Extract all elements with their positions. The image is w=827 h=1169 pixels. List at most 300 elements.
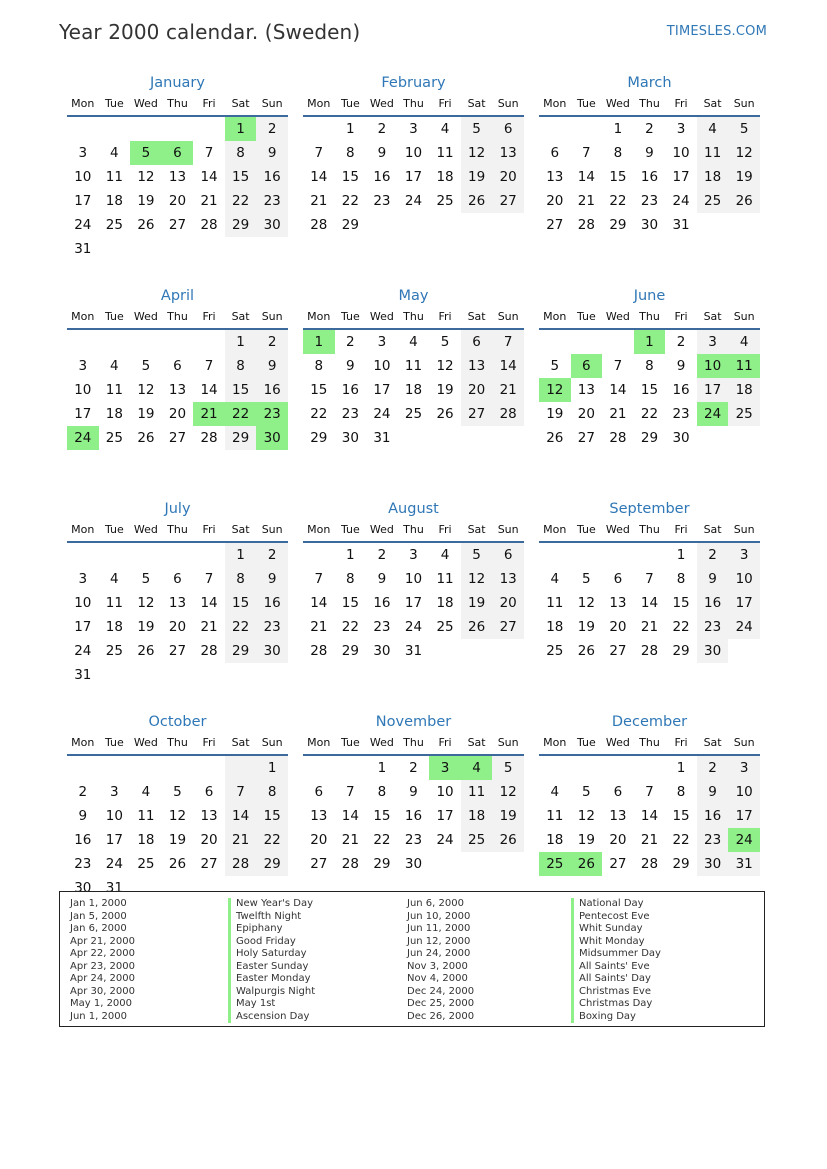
day-cell: 17 (404, 595, 423, 611)
week-row (67, 804, 288, 828)
day-cell: 27 (200, 856, 218, 872)
day-cell: 5 (728, 117, 760, 141)
empty-day-cell (99, 756, 131, 780)
holiday-name: New Year's Day (228, 898, 315, 911)
day-cell: 11 (105, 169, 123, 185)
day-cell: 24 (404, 193, 423, 209)
day-cell: 14 (200, 382, 218, 398)
day-cell: 3 (728, 756, 760, 780)
day-cell: 27 (461, 402, 493, 426)
day-cell: 11 (697, 141, 729, 165)
day-cell: 8 (256, 780, 288, 804)
weekday-label: Wed (369, 523, 394, 536)
day-cell: 7 (645, 784, 654, 800)
day-cell: 26 (492, 828, 524, 852)
day-cell: 23 (404, 832, 423, 848)
empty-day-cell (99, 330, 131, 354)
empty-day-cell (303, 543, 335, 567)
week-row (303, 852, 524, 876)
empty-day-cell (162, 663, 194, 687)
empty-day-cell (728, 213, 760, 237)
day-cell: 1 (676, 547, 686, 563)
month-february (303, 73, 524, 286)
day-cell: 31 (672, 217, 690, 233)
day-cell: 21 (200, 193, 218, 209)
weekday-label: Mon (307, 523, 331, 536)
day-cell: 3 (377, 334, 387, 350)
day-cell: 30 (640, 217, 659, 233)
day-cell: 23 (697, 615, 729, 639)
week-row (539, 354, 760, 378)
day-cell: 14 (225, 804, 257, 828)
week-row (539, 804, 760, 828)
day-cell: 14 (310, 169, 328, 185)
holidays-legend (59, 891, 765, 1027)
day-cell: 10 (672, 145, 690, 161)
day-cell: 14 (492, 354, 524, 378)
day-cell: 18 (461, 804, 493, 828)
weekday-label: Sat (703, 97, 722, 110)
month-november (303, 712, 524, 900)
weekday-label: Sat (231, 736, 250, 749)
empty-day-cell (461, 639, 493, 663)
holiday-name: National Day (571, 898, 661, 911)
day-cell: 29 (341, 217, 359, 233)
day-cell: 2 (377, 547, 387, 563)
empty-day-cell (225, 663, 257, 687)
day-cell: 16 (256, 591, 288, 615)
day-cell: 27 (492, 615, 524, 639)
day-cell: 28 (200, 643, 218, 659)
weekday-header (303, 519, 524, 543)
day-cell: 22 (672, 832, 690, 848)
day-cell: 17 (436, 808, 454, 824)
day-cell: 5 (461, 117, 493, 141)
week-row (67, 165, 288, 189)
day-cell: 31 (74, 667, 92, 683)
day-cell: 23 (256, 189, 288, 213)
day-cell: 23 (256, 615, 288, 639)
day-cell: 7 (204, 571, 214, 587)
weekday-header (539, 306, 760, 330)
day-cell: 20 (609, 619, 627, 635)
months-grid (67, 73, 760, 900)
day-cell: 19 (168, 832, 187, 848)
day-cell: 3 (78, 145, 88, 161)
week-row (539, 330, 760, 354)
holiday-name: Christmas Eve (571, 986, 661, 999)
day-cell: 3 (728, 543, 760, 567)
week-row (539, 828, 760, 852)
day-cell: 18 (105, 193, 123, 209)
day-cell: 30 (373, 643, 391, 659)
day-cell: 19 (577, 619, 595, 635)
empty-day-cell (130, 543, 162, 567)
day-cell: 4 (461, 756, 493, 780)
day-cell: 6 (571, 354, 603, 378)
day-cell: 9 (377, 571, 387, 587)
weekday-label: Wed (369, 310, 394, 323)
day-cell: 28 (225, 852, 257, 876)
day-cell: 6 (550, 145, 560, 161)
day-cell: 5 (141, 358, 151, 374)
empty-day-cell (193, 237, 225, 261)
month-name: February (381, 75, 446, 91)
day-cell: 30 (697, 639, 729, 663)
day-cell: 13 (609, 808, 627, 824)
holiday-date: Jun 1, 2000 (70, 1010, 127, 1022)
weekday-label: Sun (261, 310, 283, 323)
weekday-label: Thu (403, 97, 424, 110)
day-cell: 19 (577, 832, 595, 848)
empty-day-cell (539, 117, 571, 141)
day-cell: 20 (200, 832, 218, 848)
day-cell: 19 (492, 804, 524, 828)
week-row (539, 567, 760, 591)
day-cell: 4 (550, 571, 560, 587)
day-cell: 13 (461, 354, 493, 378)
weekday-label: Sat (467, 523, 486, 536)
day-cell: 25 (436, 619, 454, 635)
week-row (67, 189, 288, 213)
holiday-date: Jun 6, 2000 (407, 898, 464, 909)
day-cell: 13 (168, 382, 187, 398)
week-row (67, 543, 288, 567)
weekday-label: Sat (467, 310, 486, 323)
weekday-label: Tue (576, 736, 596, 749)
day-cell: 9 (78, 808, 88, 824)
holiday-date: Jun 10, 2000 (407, 910, 471, 922)
month-name: June (633, 288, 666, 304)
day-cell: 7 (204, 145, 214, 161)
month-december (539, 712, 760, 900)
day-cell: 12 (137, 169, 155, 185)
weekday-label: Tue (340, 97, 360, 110)
day-cell: 25 (105, 430, 123, 446)
day-cell: 20 (492, 165, 524, 189)
weekday-label: Thu (639, 310, 660, 323)
day-cell: 18 (546, 619, 564, 635)
day-cell: 16 (373, 595, 391, 611)
day-cell: 28 (200, 217, 218, 233)
day-cell: 25 (546, 643, 564, 659)
page-title: Year 2000 calendar. (Sweden) (59, 20, 361, 44)
weekday-label: Wed (605, 97, 630, 110)
month-august (303, 499, 524, 712)
empty-day-cell (429, 852, 461, 876)
holiday-date: Nov 3, 2000 (407, 960, 468, 972)
day-cell: 12 (137, 382, 155, 398)
week-row (67, 780, 288, 804)
holiday-name: Ascension Day (228, 1011, 315, 1024)
week-row (539, 141, 760, 165)
day-cell: 3 (78, 358, 88, 374)
day-cell: 12 (577, 808, 595, 824)
week-row (539, 852, 760, 876)
holiday-date: May 1, 2000 (70, 998, 133, 1009)
week-row (67, 591, 288, 615)
week-row (539, 378, 760, 402)
empty-day-cell (461, 426, 493, 450)
holiday-date: Jun 24, 2000 (407, 948, 471, 959)
month-september (539, 499, 760, 712)
day-cell: 8 (225, 141, 257, 165)
day-cell: 31 (105, 880, 123, 896)
day-cell: 30 (697, 852, 729, 876)
week-row (539, 189, 760, 213)
weekday-label: Sun (497, 310, 519, 323)
week-row (539, 117, 760, 141)
weekday-label: Sun (497, 523, 519, 536)
day-cell: 1 (676, 760, 686, 776)
day-cell: 6 (461, 330, 493, 354)
weekday-label: Sun (733, 97, 755, 110)
weekday-label: Thu (167, 310, 188, 323)
empty-day-cell (99, 663, 131, 687)
day-cell: 17 (728, 804, 760, 828)
day-cell: 27 (577, 430, 595, 446)
day-cell: 16 (341, 382, 359, 398)
day-cell: 22 (341, 193, 359, 209)
holiday-date: Apr 21, 2000 (70, 935, 136, 947)
day-cell: 17 (373, 382, 391, 398)
day-cell: 2 (697, 543, 729, 567)
week-row (67, 615, 288, 639)
holiday-name: Epiphany (228, 923, 315, 936)
day-cell: 16 (697, 804, 729, 828)
day-cell: 23 (640, 193, 659, 209)
day-cell: 29 (373, 856, 391, 872)
holiday-date: Jan 5, 2000 (70, 910, 127, 922)
day-cell: 1 (225, 117, 257, 141)
day-cell: 9 (256, 354, 288, 378)
day-cell: 9 (697, 567, 729, 591)
day-cell: 4 (110, 145, 119, 161)
day-cell: 24 (728, 615, 760, 639)
day-cell: 18 (137, 832, 155, 848)
month-name: April (160, 288, 195, 304)
day-cell: 12 (436, 358, 454, 374)
day-cell: 6 (613, 571, 623, 587)
month-may (303, 286, 524, 499)
day-cell: 27 (310, 856, 328, 872)
day-cell: 14 (310, 595, 328, 611)
day-cell: 29 (672, 856, 690, 872)
day-cell: 26 (728, 189, 760, 213)
day-cell: 31 (373, 430, 391, 446)
day-cell: 14 (640, 595, 659, 611)
empty-day-cell (571, 117, 603, 141)
day-cell: 25 (436, 193, 454, 209)
day-cell: 29 (310, 430, 328, 446)
day-cell: 16 (256, 165, 288, 189)
empty-day-cell (162, 117, 194, 141)
day-cell: 12 (577, 595, 595, 611)
empty-day-cell (492, 639, 524, 663)
empty-day-cell (571, 756, 603, 780)
day-cell: 2 (645, 121, 654, 137)
day-cell: 25 (404, 406, 423, 422)
week-row (303, 756, 524, 780)
day-cell: 2 (78, 784, 88, 800)
day-cell: 27 (168, 643, 187, 659)
weekday-label: Fri (438, 97, 452, 110)
day-cell: 20 (609, 832, 627, 848)
day-cell: 11 (728, 354, 760, 378)
day-cell: 18 (105, 406, 123, 422)
empty-day-cell (429, 213, 461, 237)
week-row (303, 189, 524, 213)
day-cell: 8 (676, 571, 686, 587)
empty-day-cell (99, 117, 131, 141)
day-cell: 26 (168, 856, 187, 872)
week-row (303, 567, 524, 591)
day-cell: 19 (436, 382, 454, 398)
day-cell: 20 (168, 619, 187, 635)
day-cell: 26 (137, 217, 155, 233)
day-cell: 27 (168, 430, 187, 446)
month-name: July (164, 501, 191, 517)
week-row (67, 852, 288, 876)
day-cell: 3 (110, 784, 119, 800)
weekday-label: Thu (639, 97, 660, 110)
holiday-date: Nov 4, 2000 (407, 973, 468, 984)
day-cell: 20 (461, 378, 493, 402)
weekday-label: Sat (231, 310, 250, 323)
holiday-date: Dec 26, 2000 (407, 1010, 475, 1022)
day-cell: 17 (672, 169, 690, 185)
day-cell: 8 (225, 567, 257, 591)
weekday-label: Thu (639, 523, 660, 536)
day-cell: 7 (314, 571, 324, 587)
week-row (539, 426, 760, 450)
day-cell: 28 (341, 856, 359, 872)
day-cell: 5 (550, 358, 560, 374)
day-cell: 25 (728, 402, 760, 426)
day-cell: 26 (571, 852, 603, 876)
day-cell: 23 (373, 193, 391, 209)
holiday-name: Whit Sunday (571, 923, 661, 936)
day-cell: 1 (256, 756, 288, 780)
day-cell: 14 (341, 808, 359, 824)
month-june (539, 286, 760, 499)
empty-day-cell (67, 756, 99, 780)
day-cell: 6 (173, 358, 182, 374)
day-cell: 18 (436, 169, 454, 185)
day-cell: 11 (436, 145, 454, 161)
weekday-label: Sat (467, 736, 486, 749)
day-cell: 22 (225, 189, 257, 213)
weekday-label: Sun (261, 523, 283, 536)
week-row (539, 756, 760, 780)
day-cell: 21 (193, 402, 225, 426)
day-cell: 1 (634, 330, 666, 354)
week-row (303, 426, 524, 450)
day-cell: 10 (373, 358, 391, 374)
day-cell: 4 (440, 121, 450, 137)
day-cell: 26 (546, 430, 564, 446)
brand-link[interactable]: TIMESLES.COM (666, 24, 767, 39)
day-cell: 2 (409, 760, 418, 776)
weekday-label: Wed (133, 310, 158, 323)
weekday-label: Tue (340, 310, 360, 323)
day-cell: 16 (256, 378, 288, 402)
holiday-name: Holy Saturday (228, 948, 315, 961)
day-cell: 6 (613, 784, 623, 800)
holiday-name: Easter Monday (228, 973, 315, 986)
day-cell: 10 (436, 784, 454, 800)
day-cell: 28 (609, 430, 627, 446)
empty-day-cell (256, 663, 288, 687)
week-row (67, 426, 288, 450)
empty-day-cell (697, 426, 729, 450)
day-cell: 22 (256, 828, 288, 852)
weekday-label: Sun (733, 310, 755, 323)
day-cell: 17 (74, 406, 92, 422)
day-cell: 2 (256, 543, 288, 567)
day-cell: 31 (404, 643, 423, 659)
holiday-date: Apr 22, 2000 (70, 948, 136, 959)
day-cell: 15 (341, 169, 359, 185)
day-cell: 27 (609, 856, 627, 872)
day-cell: 21 (310, 193, 328, 209)
day-cell: 17 (105, 832, 123, 848)
month-name: March (627, 75, 672, 91)
weekday-header (539, 519, 760, 543)
day-cell: 22 (310, 406, 328, 422)
day-cell: 14 (200, 595, 218, 611)
holiday-date: Apr 30, 2000 (70, 985, 136, 997)
day-cell: 18 (728, 378, 760, 402)
weekday-label: Fri (438, 523, 452, 536)
empty-day-cell (193, 543, 225, 567)
weekday-label: Mon (71, 523, 95, 536)
empty-day-cell (99, 543, 131, 567)
holiday-name: Twelfth Night (228, 911, 315, 924)
day-cell: 22 (225, 402, 257, 426)
day-cell: 11 (546, 595, 564, 611)
holiday-name: Easter Sunday (228, 961, 315, 974)
week-row (539, 615, 760, 639)
day-cell: 8 (613, 145, 623, 161)
week-row (303, 828, 524, 852)
day-cell: 26 (461, 615, 493, 639)
day-cell: 30 (74, 880, 92, 896)
day-cell: 20 (546, 193, 564, 209)
day-cell: 29 (341, 643, 359, 659)
weekday-label: Fri (438, 310, 452, 323)
day-cell: 7 (314, 145, 324, 161)
day-cell: 20 (168, 193, 187, 209)
day-cell: 15 (672, 595, 690, 611)
day-cell: 17 (74, 619, 92, 635)
day-cell: 23 (373, 619, 391, 635)
day-cell: 3 (429, 756, 461, 780)
day-cell: 12 (461, 567, 493, 591)
weekday-label: Sun (261, 97, 283, 110)
day-cell: 1 (377, 760, 387, 776)
day-cell: 10 (404, 145, 423, 161)
week-row (539, 213, 760, 237)
day-cell: 7 (346, 784, 355, 800)
day-cell: 29 (640, 430, 659, 446)
day-cell: 1 (225, 543, 257, 567)
day-cell: 15 (225, 165, 257, 189)
week-row (303, 402, 524, 426)
weekday-label: Wed (369, 736, 394, 749)
day-cell: 15 (225, 378, 257, 402)
weekday-label: Mon (543, 736, 567, 749)
